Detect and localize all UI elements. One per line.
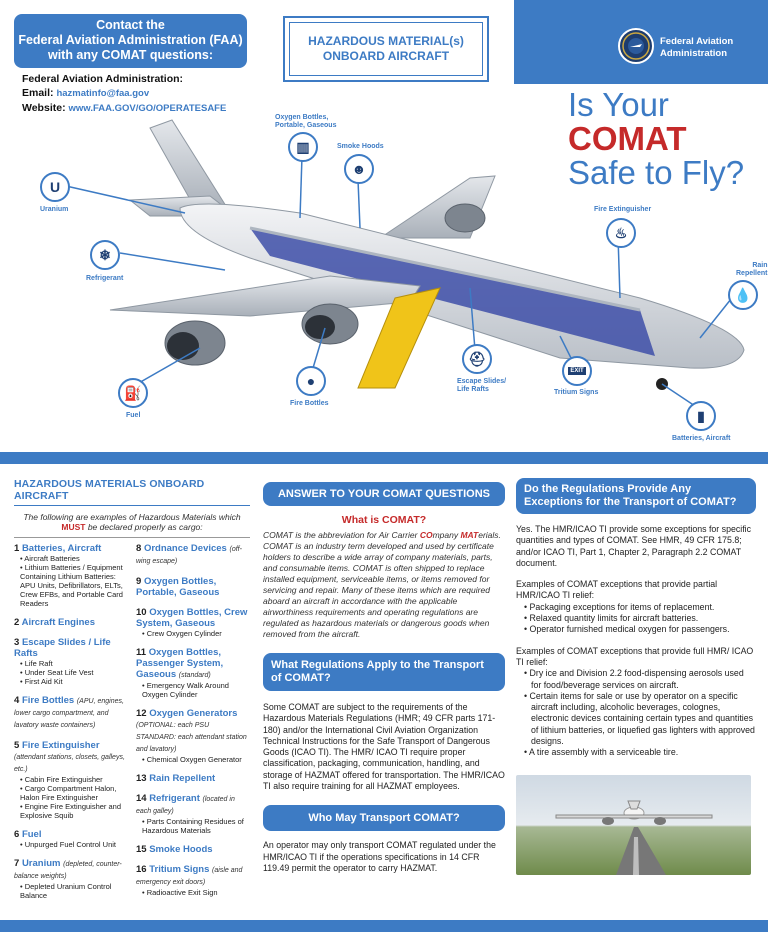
label-line: Portable, Gaseous bbox=[275, 122, 337, 129]
hazmat-item-number: 2 bbox=[14, 617, 20, 628]
footer-bar bbox=[0, 920, 768, 932]
hazmat-item-name: Escape Slides / Life Rafts bbox=[14, 637, 111, 659]
what-is-comat-heading: What is COMAT? bbox=[341, 514, 427, 526]
hazmat-subitems bbox=[14, 554, 128, 608]
website-link[interactable]: www.FAA.GOV/GO/OPERATESAFE bbox=[68, 103, 227, 114]
hazmat-item-title bbox=[136, 773, 250, 784]
hazmat-item bbox=[136, 773, 250, 784]
hazmat-subitems bbox=[136, 817, 250, 835]
hazmat-item-number: 4 bbox=[14, 695, 20, 706]
hazmat-item-number: 12 bbox=[136, 708, 147, 719]
title-line: HAZARDOUS MATERIAL(s) bbox=[308, 34, 464, 48]
hazmat-item-name: Fire Extinguisher bbox=[21, 740, 100, 751]
exception-item: • Dry ice and Division 2.2 food-dispensing aerosols used for food/beverage services on aircraft. bbox=[524, 668, 756, 691]
hazmat-item-title bbox=[14, 740, 128, 775]
intro-text: The following are examples of Hazardous Materials which bbox=[23, 512, 241, 522]
aircraft-illustration bbox=[0, 88, 768, 446]
fire-extinguisher-icon: ♨ bbox=[606, 218, 636, 248]
hazmat-item-name: Uranium bbox=[21, 858, 61, 869]
hazmat-item-title bbox=[136, 844, 250, 855]
contact-box bbox=[14, 14, 247, 68]
hazmat-item-name: Rain Repellent bbox=[149, 773, 216, 784]
hazmat-subitems bbox=[14, 659, 128, 686]
airplane-photo-drawing bbox=[516, 775, 751, 875]
exception-item: • A tire assembly with a serviceable tire. bbox=[524, 747, 756, 758]
hazmat-item bbox=[136, 864, 250, 897]
fuel-icon: ⛽ bbox=[118, 378, 148, 408]
email-label: Email: bbox=[22, 87, 54, 99]
hazmat-list-right bbox=[136, 543, 250, 909]
hazmat-item-number: 14 bbox=[136, 793, 147, 804]
faa-name bbox=[660, 36, 760, 60]
fire-bottles-label: Fire Bottles bbox=[290, 400, 329, 407]
hazmat-item-title bbox=[14, 695, 128, 731]
headline-line: Safe to Fly? bbox=[568, 154, 745, 191]
hazmat-item-number: 5 bbox=[14, 740, 20, 751]
hazmat-item-number: 15 bbox=[136, 844, 147, 855]
contact-line: with any COMAT questions: bbox=[47, 48, 214, 62]
refrigerant-icon: ❄ bbox=[90, 240, 120, 270]
hazmat-item-name: Batteries, Aircraft bbox=[21, 543, 102, 554]
exception-item: • Packaging exceptions for items of replacement. bbox=[524, 602, 756, 613]
faa-seal-logo bbox=[618, 28, 654, 64]
hazmat-subitem: • Engine Fire Extinguisher and Explosive Squib bbox=[20, 802, 128, 820]
hazmat-item-name: Oxygen Bottles, Crew System, Gaseous bbox=[136, 607, 248, 629]
escape-slides-label bbox=[457, 378, 506, 394]
exceptions-heading: Do the Regulations Provide Any Exceptions for the Transport of COMAT? bbox=[516, 478, 756, 514]
headline-line: Is Your bbox=[568, 86, 669, 123]
hazmat-item-title bbox=[14, 617, 128, 628]
hazmat-subitem: • Radioactive Exit Sign bbox=[142, 888, 250, 897]
exception-item: • Certain items for sale or use by operator on a specific aircraft including, alcoholic beverages, colognes, electronic devices containing certain types and quantities of lithium batteries, or liquefied gas lighters with approved designs. bbox=[524, 691, 756, 747]
hazmat-subitem: • Depleted Uranium Control Balance bbox=[20, 882, 128, 900]
hazmat-list-left bbox=[14, 543, 128, 909]
hazmat-item-title bbox=[14, 858, 128, 882]
hazmat-item-title bbox=[136, 647, 250, 681]
hazmat-item bbox=[136, 844, 250, 855]
text-part: MAT bbox=[460, 530, 479, 540]
hazmat-subitems bbox=[136, 629, 250, 638]
hazmat-subitem: • First Aid Kit bbox=[20, 677, 128, 686]
exceptions-intro: Yes. The HMR/ICAO TI provide some exceptions for specific quantities and types of COMAT. See HMR, 49 CFR 175.8; and/or ICAO TI, Part 1, Chapter 2, Paragraph 2.2 COMAT document. bbox=[516, 524, 752, 568]
hazmat-subitem: • Life Raft bbox=[20, 659, 128, 668]
hazmat-subitem: • Emergency Walk Around Oxygen Cylinder bbox=[142, 681, 250, 699]
hazmat-subitem: • Lithium Batteries / Equipment Containing Lithium Batteries: APU Units, Defibrillators, ELTs, Crew EFBs, and Portable Card Readers bbox=[20, 563, 128, 608]
hazmat-item bbox=[136, 576, 250, 598]
hazmat-item-note: (attendant stations, closets, galleys, etc.) bbox=[14, 754, 125, 773]
label-line: Rain bbox=[752, 262, 768, 269]
hazmat-subitem: • Unpurged Fuel Control Unit bbox=[20, 840, 128, 849]
hazmat-subitem: • Chemical Oxygen Generator bbox=[142, 755, 250, 764]
hazmat-item-note: (depleted, counter-balance weights) bbox=[14, 861, 122, 880]
hazmat-item-title bbox=[14, 829, 128, 840]
partial-relief-list bbox=[516, 602, 756, 636]
hazmat-item-name: Aircraft Engines bbox=[21, 617, 95, 628]
contact-line: Contact the bbox=[96, 18, 165, 32]
hazmat-item-note: (aisle and emergency exit doors) bbox=[136, 867, 243, 886]
brochure-title-box bbox=[283, 16, 489, 82]
hazmat-list-heading: HAZARDOUS MATERIALS ONBOARD AIRCRAFT bbox=[14, 478, 250, 506]
label-line: Oxygen Bottles, bbox=[275, 114, 329, 121]
uranium-icon: U bbox=[40, 172, 70, 202]
hazmat-item-number: 16 bbox=[136, 864, 147, 875]
hazmat-item-number: 8 bbox=[136, 543, 142, 554]
battery-icon: ▮ bbox=[686, 401, 716, 431]
hazmat-item bbox=[14, 617, 128, 628]
hazmat-subitem: • Aircraft Batteries bbox=[20, 554, 128, 563]
hazmat-subitem: • Cargo Compartment Halon, Halon Fire Extinguisher bbox=[20, 784, 128, 802]
fuel-label: Fuel bbox=[126, 412, 141, 419]
hazmat-list-column bbox=[14, 478, 250, 909]
contact-line: Federal Aviation Administration (FAA) bbox=[18, 33, 243, 47]
hazmat-item-title bbox=[136, 708, 250, 755]
fire-bottles-icon: ● bbox=[296, 366, 326, 396]
website-label: Website: bbox=[22, 102, 66, 114]
label-line: Life Rafts bbox=[457, 386, 489, 393]
hazmat-item-title bbox=[14, 543, 128, 554]
hazmat-item bbox=[14, 858, 128, 900]
contact-org: Federal Aviation Administration: bbox=[22, 73, 184, 85]
hazmat-subitem: • Parts Containing Residues of Hazardous Materials bbox=[142, 817, 250, 835]
hazmat-item-title bbox=[136, 864, 250, 888]
hazmat-subitem: • Crew Oxygen Cylinder bbox=[142, 629, 250, 638]
exit-sign-icon bbox=[562, 356, 592, 386]
hazmat-subitems bbox=[14, 882, 128, 900]
hazmat-item-number: 7 bbox=[14, 858, 20, 869]
hazmat-subitems bbox=[136, 755, 250, 764]
title-line: ONBOARD AIRCRAFT bbox=[322, 49, 450, 63]
faa-name-line: Administration bbox=[660, 48, 728, 59]
tritium-signs-label: Tritium Signs bbox=[554, 389, 599, 396]
what-is-comat-text bbox=[263, 530, 505, 640]
label-line: Escape Slides/ bbox=[457, 378, 507, 385]
hazmat-item-title bbox=[136, 607, 250, 629]
hazmat-subitem: • Under Seat Life Vest bbox=[20, 668, 128, 677]
hazmat-item bbox=[14, 695, 128, 731]
hazmat-item-name: Fire Bottles bbox=[21, 695, 75, 706]
answer-heading: ANSWER TO YOUR COMAT QUESTIONS bbox=[263, 482, 505, 506]
hazmat-item-note: (APU, engines, lower cargo compartment, and lavatory waste containers) bbox=[14, 698, 124, 729]
hazmat-item-name: Tritium Signs bbox=[149, 864, 210, 875]
full-relief-list bbox=[516, 668, 756, 758]
text-part: COMAT is the abbreviation for Air Carrier bbox=[263, 530, 420, 540]
hazmat-item-title bbox=[136, 543, 250, 567]
hazmat-item-name: Fuel bbox=[21, 829, 42, 840]
partial-relief-intro: Examples of COMAT exceptions that provide partial HMR/ICAO TI relief: bbox=[516, 579, 718, 601]
hazmat-subitems bbox=[136, 681, 250, 699]
text-part: CO bbox=[419, 530, 433, 540]
rain-repellent-icon: 💧 bbox=[728, 280, 758, 310]
who-may-transport-heading: Who May Transport COMAT? bbox=[263, 805, 505, 831]
hazmat-item-note: (OPTIONAL: each PSU STANDARD: each attendant station and lavatory) bbox=[136, 722, 247, 753]
intro-text: be declared properly as cargo: bbox=[85, 522, 203, 532]
aircraft-drawing bbox=[0, 88, 768, 446]
hazmat-item bbox=[14, 543, 128, 608]
hazmat-subitems bbox=[14, 840, 128, 849]
hazmat-item-title bbox=[14, 637, 128, 659]
oxygen-bottles-label bbox=[275, 114, 336, 130]
hazmat-item-name: Oxygen Bottles, Portable, Gaseous bbox=[136, 576, 220, 598]
airplane-landing-photo bbox=[516, 775, 751, 875]
hazmat-item bbox=[136, 708, 250, 764]
regulations-text: Some COMAT are subject to the requirements of the Hazardous Materials Regulations (HMR; 49 CFR parts 171-180) and/or the International Civil Aviation Organization Technical Instructions for the Safe Transport of Dangerous Goods (ICAO TI). The HMR/ ICAO TI require proper classification, packaging, communication, handling, and storage of HAZMAT offered for transportation. The HMR/ICAO TI also require training for all HAZMAT employees. bbox=[263, 702, 505, 792]
hazmat-item-title bbox=[136, 576, 250, 598]
hazmat-item-note: (off-wing escape) bbox=[136, 546, 242, 565]
hazmat-item-name: Refrigerant bbox=[149, 793, 200, 804]
oxygen-bottles-icon: ▥ bbox=[288, 132, 318, 162]
hazmat-subitem: • Cabin Fire Extinguisher bbox=[20, 775, 128, 784]
hazmat-subitems bbox=[14, 775, 128, 820]
refrigerant-label: Refrigerant bbox=[86, 275, 124, 282]
hazmat-item-number: 11 bbox=[136, 647, 147, 658]
hazmat-item-number: 6 bbox=[14, 829, 20, 840]
exception-item: • Relaxed quantity limits for aircraft batteries. bbox=[524, 613, 756, 624]
fire-extinguisher-label: Fire Extinguisher bbox=[594, 206, 652, 213]
hazmat-item-number: 3 bbox=[14, 637, 20, 648]
hazmat-item bbox=[14, 829, 128, 849]
rain-repellent-label bbox=[736, 262, 768, 278]
text-part: erials. COMAT is an industry term developed and used by certificate holders to describe a wide array of company materials, parts, and consumable items. COMAT is often shipped to replace installed equipment, serviceable items, or items removed for servicing and repair. Many of these items which are required aboard an aircraft in accordance with the applicable airworthiness requirements and operating regulations are regulated as hazardous materials or dangerous goods when removed from the aircraft. bbox=[263, 530, 501, 639]
hazmat-item-name: Oxygen Generators bbox=[149, 708, 238, 719]
hazmat-item bbox=[14, 637, 128, 686]
smoke-hoods-label: Smoke Hoods bbox=[337, 143, 384, 150]
faa-header bbox=[514, 0, 768, 84]
hazmat-list-intro bbox=[14, 512, 250, 532]
exception-item: • Operator furnished medical oxygen for passengers. bbox=[524, 624, 756, 635]
hazmat-item bbox=[14, 740, 128, 820]
hazmat-item bbox=[136, 793, 250, 835]
exit-sign-text: EXIT bbox=[570, 368, 584, 374]
hazmat-item bbox=[136, 647, 250, 699]
hazmat-item-number: 10 bbox=[136, 607, 147, 618]
batteries-label: Batteries, Aircraft bbox=[672, 435, 731, 442]
email-link[interactable]: hazmatinfo@faa.gov bbox=[56, 88, 150, 99]
hazmat-item-name: Smoke Hoods bbox=[149, 844, 213, 855]
hazmat-item-name: Oxygen Bottles, Passenger System, Gaseous bbox=[136, 647, 224, 680]
escape-slides-icon: ⛑ bbox=[462, 344, 492, 374]
faa-name-line: Federal Aviation bbox=[660, 36, 734, 47]
hazmat-item-note: (located in each galley) bbox=[136, 796, 235, 815]
uranium-label: Uranium bbox=[40, 206, 69, 213]
hazmat-item-number: 9 bbox=[136, 576, 142, 587]
hazmat-subitems bbox=[136, 888, 250, 897]
hazmat-item-name: Ordnance Devices bbox=[143, 543, 227, 554]
brochure-title bbox=[289, 22, 483, 76]
hazmat-item-title bbox=[136, 793, 250, 817]
headline-comat: COMAT bbox=[568, 120, 687, 157]
hazmat-item bbox=[136, 607, 250, 638]
exceptions-column bbox=[516, 478, 756, 875]
hazmat-item-number: 13 bbox=[136, 773, 147, 784]
hazmat-item-note: (standard) bbox=[178, 672, 211, 679]
smoke-hoods-icon: ☻ bbox=[344, 154, 374, 184]
text-part: mpany bbox=[432, 530, 461, 540]
answers-column bbox=[263, 478, 505, 874]
intro-must: MUST bbox=[61, 522, 86, 532]
hazmat-item bbox=[136, 543, 250, 567]
full-relief-intro: Examples of COMAT exceptions that provide full HMR/ ICAO TI relief: bbox=[516, 645, 754, 667]
section-divider bbox=[0, 452, 768, 464]
regulations-heading: What Regulations Apply to the Transport of COMAT? bbox=[263, 653, 505, 691]
label-line: Repellent bbox=[736, 270, 768, 277]
who-may-transport-text: An operator may only transport COMAT regulated under the HMR/ICAO TI if the operations specifications in 14 CFR 119.49 permit the operator to carry HAZMAT. bbox=[263, 840, 496, 873]
hazmat-item-number: 1 bbox=[14, 543, 20, 554]
